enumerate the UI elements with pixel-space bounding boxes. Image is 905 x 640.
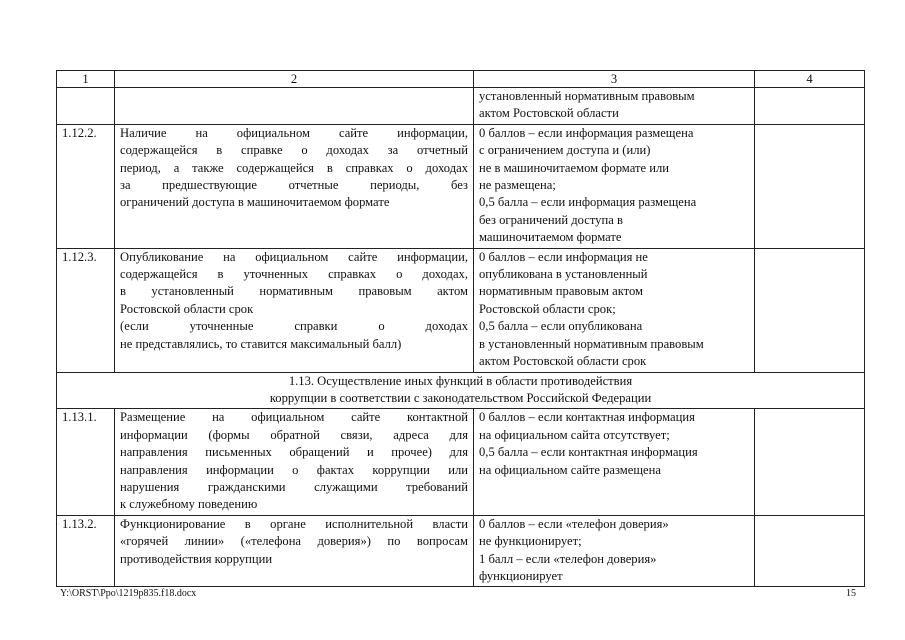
description-line: «горячей линии» («телефона доверия») по вопросам bbox=[120, 534, 468, 549]
header-col-3: 3 bbox=[474, 71, 755, 88]
description-line: информации (формы обратной связи, адреса для bbox=[120, 427, 468, 442]
criteria-line: 1 балл – если «телефон доверия» bbox=[479, 551, 657, 566]
header-col-4: 4 bbox=[755, 71, 865, 88]
table-section-row-1-13 bbox=[57, 372, 865, 409]
criteria-line: не функционирует; bbox=[479, 534, 582, 549]
description-line: не представлялись, то ставится максимальный балл) bbox=[120, 336, 402, 351]
criteria-line: не размещена; bbox=[479, 178, 556, 193]
description-line: содержащейся в справке о доходах за отчетный bbox=[120, 143, 468, 158]
table-row-continuation bbox=[57, 88, 865, 125]
footer-page-number: 15 bbox=[846, 588, 856, 599]
criteria-line: нормативным правовым актом bbox=[479, 284, 644, 299]
description-line: противодействия коррупции bbox=[120, 551, 273, 566]
table-row-1-12-2 bbox=[57, 124, 865, 248]
description-line: Наличие на официальном сайте информации, bbox=[120, 125, 468, 140]
description-line: Опубликование на официальном сайте информации, bbox=[120, 249, 468, 264]
criteria-line: без ограничений доступа в bbox=[479, 212, 623, 227]
description-line: Функционирование в органе исполнительной власти bbox=[120, 516, 468, 531]
criteria-line: 0 баллов – если «телефон доверия» bbox=[479, 516, 669, 531]
row-criteria bbox=[474, 124, 755, 248]
description-line: в установленный нормативным правовым актом bbox=[120, 284, 468, 299]
row-score bbox=[755, 124, 865, 248]
criteria-line: актом Ростовской области срок bbox=[479, 354, 647, 369]
row-score bbox=[755, 248, 865, 372]
table-row-1-13-1 bbox=[57, 409, 865, 515]
criteria-line: не в машиночитаемом формате или bbox=[479, 160, 669, 175]
row-description bbox=[115, 409, 474, 515]
row-description bbox=[115, 124, 474, 248]
description-line: период, а также содержащейся в справках о доходах bbox=[120, 160, 468, 175]
description-line: Ростовской области срок bbox=[120, 301, 254, 316]
criteria-line: Ростовской области срок; bbox=[479, 301, 616, 316]
section-heading-line: коррупции в соответствии с законодательством Российской Федерации bbox=[269, 390, 652, 405]
row-criteria bbox=[474, 515, 755, 587]
criteria-line: с ограничением доступа и (или) bbox=[479, 143, 651, 158]
row-number: 1.13.2. bbox=[57, 515, 115, 587]
row-number: 1.13.1. bbox=[57, 409, 115, 515]
row-description bbox=[115, 88, 474, 125]
footer-file-path: Y:\ORST\Ppo\1219p835.f18.docx bbox=[60, 588, 197, 599]
criteria-line: актом Ростовской области bbox=[479, 106, 619, 121]
table-header-row bbox=[57, 71, 865, 88]
criteria-line: 0 баллов – если контактная информация bbox=[479, 410, 695, 425]
header-col-1: 1 bbox=[57, 71, 115, 88]
criteria-line: 0,5 балла – если контактная информация bbox=[479, 445, 698, 460]
row-criteria bbox=[474, 88, 755, 125]
description-line: к служебному поведению bbox=[120, 497, 258, 512]
criteria-line: 0 баллов – если информация размещена bbox=[479, 125, 694, 140]
criteria-line: в установленный нормативным правовым bbox=[479, 336, 704, 351]
criteria-line: на официальном сайта отсутствует; bbox=[479, 427, 670, 442]
row-criteria bbox=[474, 248, 755, 372]
description-line: (если уточненные справки о доходах bbox=[120, 319, 468, 334]
criteria-line: установленный нормативным правовым bbox=[479, 89, 695, 103]
row-description bbox=[115, 515, 474, 587]
criteria-line: 0,5 балла – если опубликована bbox=[479, 319, 643, 334]
description-line: направления письменных обращений и прочее) для bbox=[120, 445, 468, 460]
header-col-2: 2 bbox=[115, 71, 474, 88]
row-score bbox=[755, 88, 865, 125]
section-heading bbox=[57, 372, 865, 409]
row-number: 1.12.2. bbox=[57, 124, 115, 248]
row-number: 1.12.3. bbox=[57, 248, 115, 372]
table-row-1-13-2 bbox=[57, 515, 865, 587]
description-line: нарушения гражданскими служащими требований bbox=[120, 479, 468, 494]
criteria-line: на официальном сайте размещена bbox=[479, 462, 661, 477]
row-score bbox=[755, 409, 865, 515]
criteria-line: 0,5 балла – если информация размещена bbox=[479, 195, 697, 210]
description-line: содержащейся в уточненных справках о доходах, bbox=[120, 267, 468, 282]
table-row-1-12-3 bbox=[57, 248, 865, 372]
row-score bbox=[755, 515, 865, 587]
criteria-line: 0 баллов – если информация не bbox=[479, 249, 648, 264]
criteria-line: опубликована в установленный bbox=[479, 267, 648, 282]
description-line: за предшествующие отчетные периоды, без bbox=[120, 178, 468, 193]
criteria-table bbox=[56, 70, 865, 587]
description-line: направления информации о фактах коррупции или bbox=[120, 462, 468, 477]
criteria-line: функционирует bbox=[479, 568, 563, 583]
description-line: Размещение на официальном сайте контактной bbox=[120, 410, 468, 425]
description-line: ограничений доступа в машиночитаемом формате bbox=[120, 195, 390, 210]
criteria-line: машиночитаемом формате bbox=[479, 230, 622, 245]
row-criteria bbox=[474, 409, 755, 515]
section-heading-line: 1.13. Осуществление иных функций в области противодействия bbox=[288, 373, 633, 388]
row-number bbox=[57, 88, 115, 125]
row-description bbox=[115, 248, 474, 372]
